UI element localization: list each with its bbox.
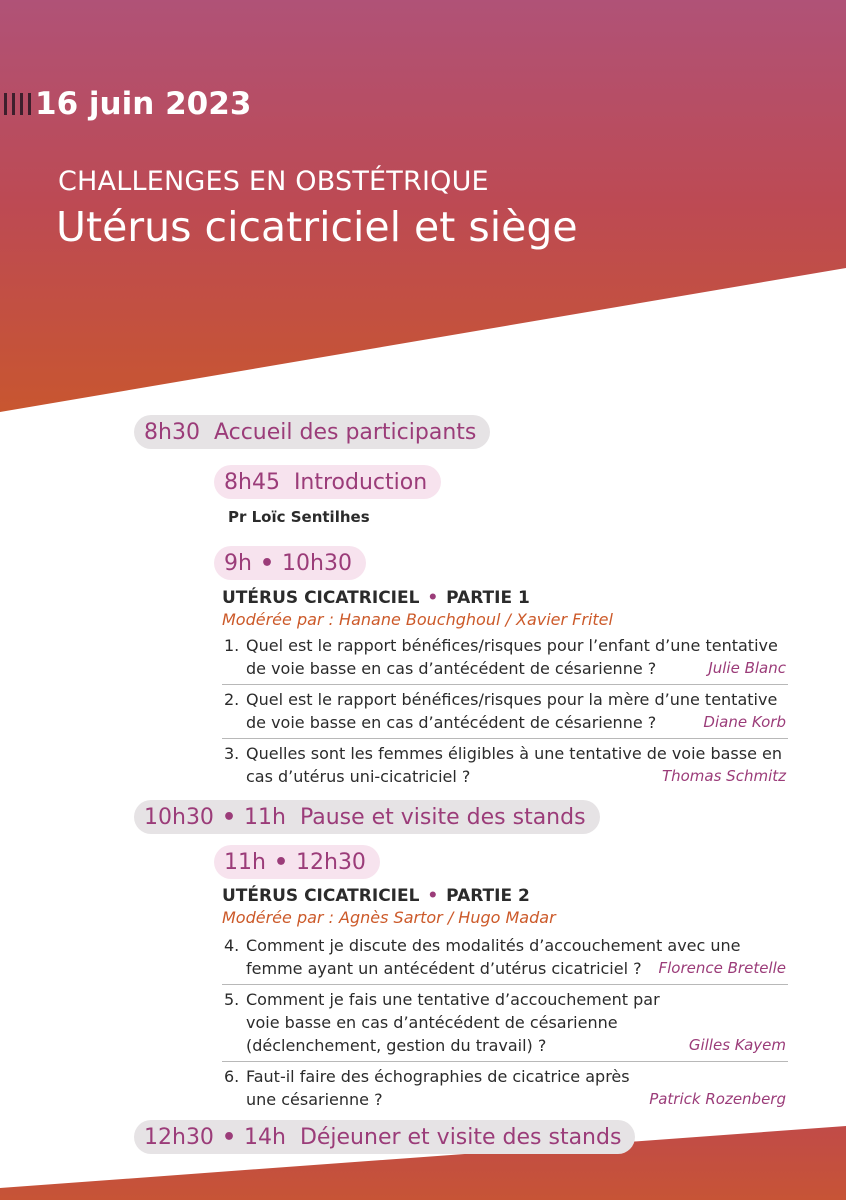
item-question: Comment je discute des modalités d’accouchement avec une femme ayant un antécédent d’utérus cicatriciel ? [246, 936, 741, 978]
event-subtitle: CHALLENGES EN OBSTÉTRIQUE [58, 166, 489, 197]
item-speaker: Patrick Rozenberg [649, 1090, 786, 1108]
slot-welcome [134, 415, 490, 449]
slot-time-end: 11h [244, 804, 286, 830]
item-speaker: Gilles Kayem [688, 1036, 786, 1054]
item-number: 4. [224, 936, 240, 955]
time-separator: • [259, 550, 275, 576]
slot-label: Déjeuner et visite des stands [299, 1124, 622, 1150]
session-dot: • [427, 886, 439, 906]
session-moderators-2: Modérée par : Agnès Sartor / Hugo Madar [222, 908, 556, 927]
list-item [222, 631, 788, 685]
slot-time-start: 10h30 [144, 804, 214, 830]
slot-label: Introduction [293, 469, 428, 495]
list-item [222, 739, 788, 792]
time-separator: • [221, 1124, 236, 1150]
slot-block2 [214, 845, 380, 879]
intro-speaker: Pr Loïc Sentilhes [228, 508, 370, 526]
item-number: 6. [224, 1067, 240, 1086]
slot-block1 [214, 546, 366, 580]
item-speaker: Florence Bretelle [658, 959, 786, 977]
slot-time-start: 12h30 [144, 1124, 214, 1150]
session-title-2 [222, 886, 530, 906]
session-part: PARTIE 2 [446, 886, 530, 906]
slot-time-start: 9h [224, 550, 252, 576]
event-date: 16 juin 2023 [35, 86, 252, 122]
item-question: Comment je fais une tentative d’accouchement par voie basse en cas d’antécédent de césarienne (déclenchement, gestion du travail) ? [246, 990, 660, 1055]
list-item [222, 931, 788, 985]
item-question: Quel est le rapport bénéfices/risques pour la mère d’une tentative de voie basse en cas d’antécédent de césarienne ? [246, 690, 778, 732]
time-separator: • [273, 849, 288, 875]
item-question: Quel est le rapport bénéfices/risques pour l’enfant d’une tentative de voie basse en cas d’antécédent de césarienne ? [246, 636, 778, 678]
session-name: UTÉRUS CICATRICIEL [222, 588, 420, 608]
list-item [222, 985, 788, 1062]
item-speaker: Julie Blanc [708, 659, 786, 677]
event-title: Utérus cicatriciel et siège [56, 203, 578, 251]
question-list-2 [222, 931, 788, 1115]
slot-label: Accueil des participants [213, 419, 477, 445]
date-row [0, 84, 251, 124]
slot-time: 8h45 [224, 469, 280, 495]
list-item [222, 685, 788, 739]
session-part: PARTIE 1 [446, 588, 530, 608]
item-question: Quelles sont les femmes éligibles à une tentative de voie basse en cas d’utérus uni-cicatriciel ? [246, 744, 783, 786]
list-item [222, 1062, 788, 1115]
item-number: 2. [224, 690, 240, 709]
item-speaker: Diane Korb [703, 713, 786, 731]
slot-time-start: 11h [224, 849, 266, 875]
slot-time-end: 12h30 [296, 849, 366, 875]
session-dot: • [427, 588, 439, 608]
question-list-1 [222, 631, 788, 792]
slot-lunch [134, 1120, 635, 1154]
slot-time: 8h30 [144, 419, 200, 445]
item-speaker: Thomas Schmitz [661, 767, 786, 785]
item-number: 5. [224, 990, 240, 1009]
session-moderators-1: Modérée par : Hanane Bouchghoul / Xavier Fritel [222, 610, 613, 629]
item-number: 3. [224, 744, 240, 763]
decorative-bars [0, 93, 31, 115]
item-number: 1. [224, 636, 240, 655]
session-name: UTÉRUS CICATRICIEL [222, 886, 420, 906]
item-question: Faut-il faire des échographies de cicatrice après une césarienne ? [246, 1067, 630, 1109]
slot-time-end: 10h30 [282, 550, 352, 576]
slot-label: Pause et visite des stands [299, 804, 586, 830]
slot-intro [214, 465, 441, 499]
time-separator: • [221, 804, 236, 830]
slot-break [134, 800, 600, 834]
slot-time-end: 14h [244, 1124, 286, 1150]
session-title-1 [222, 588, 530, 608]
